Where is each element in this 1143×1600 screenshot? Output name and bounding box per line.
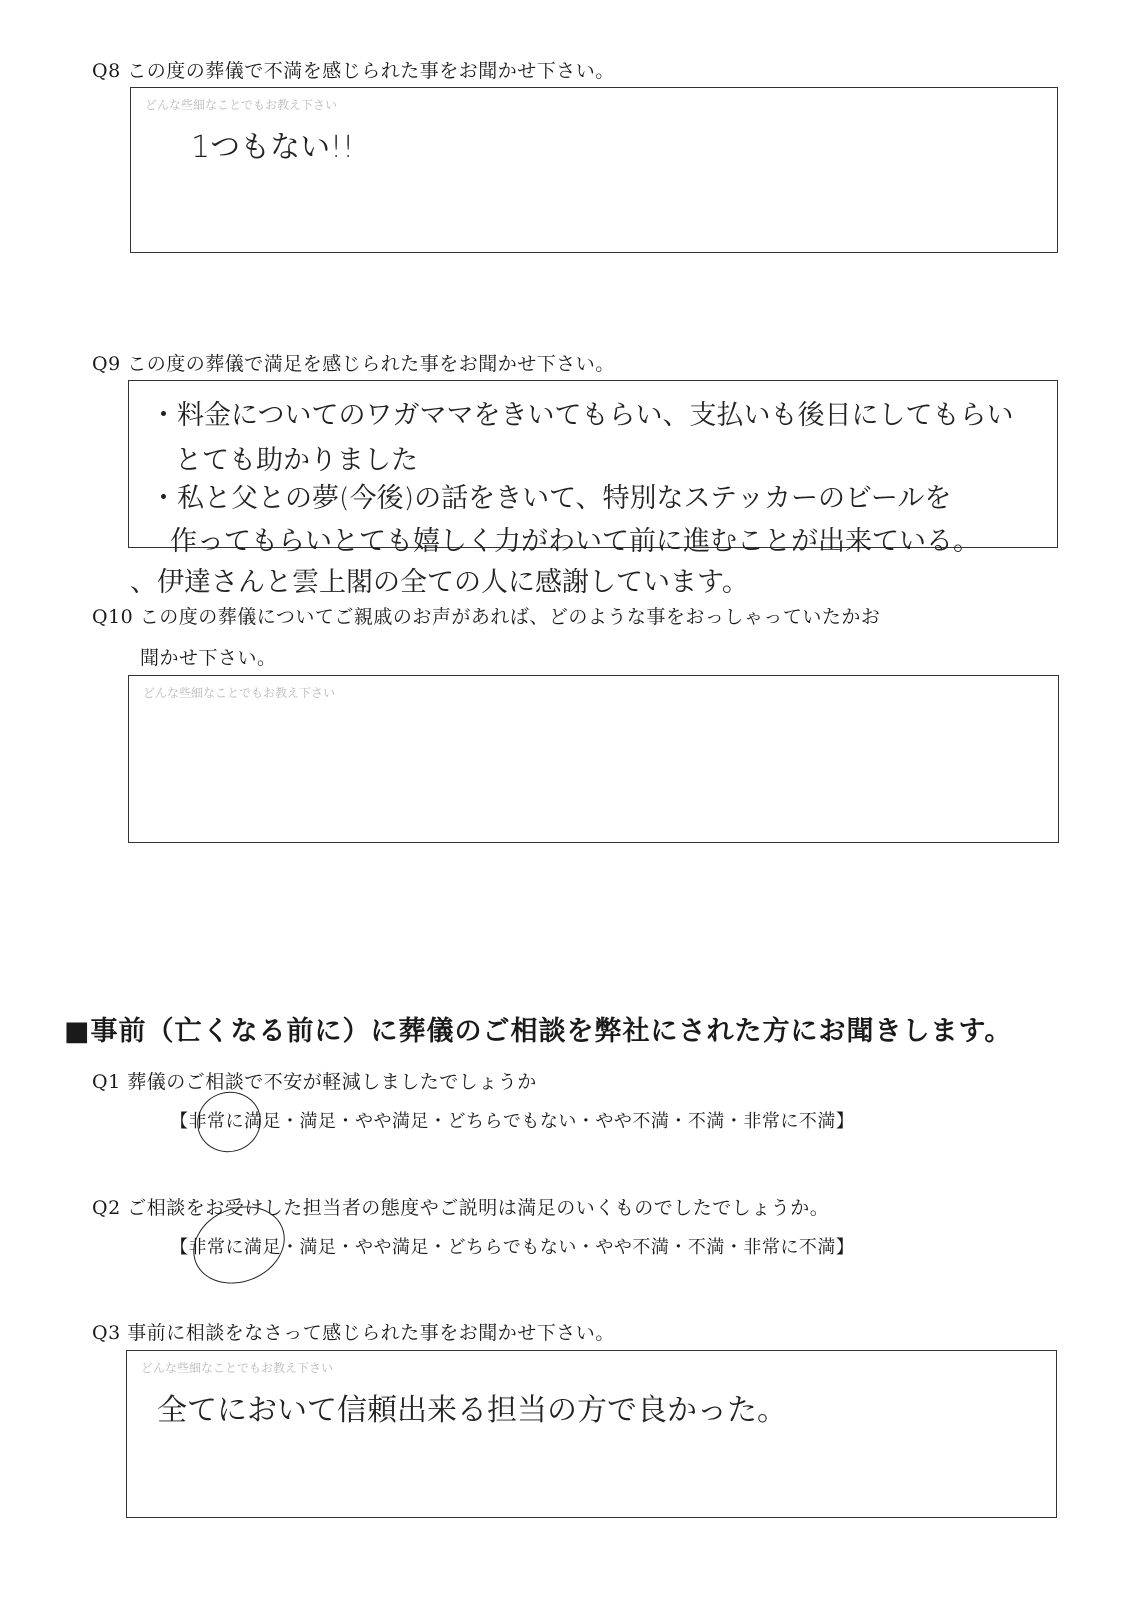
q10-label-line2: 聞かせ下さい。	[140, 647, 277, 669]
q9-answer-line-3: ・私と父との夢(今後)の話をきいて、特別なステッカーのビールを	[150, 483, 952, 514]
q8-hint: どんな些細なことでもお教え下さい	[145, 98, 338, 112]
q9-answer-line-5: 、伊達さんと雲上閣の全ての人に感謝しています。	[130, 567, 749, 598]
q8-label: Q8 この度の葬儀で不満を感じられた事をお聞かせ下さい。	[92, 60, 615, 82]
pre-q3-label: Q3 事前に相談をなさって感じられた事をお聞かせ下さい。	[92, 1322, 615, 1344]
pre-q2-label: Q2 ご相談をお受けした担当者の態度やご説明は満足のいくものでしたでしょうか。	[92, 1197, 830, 1219]
q9-answer-line-2: とても助かりました	[175, 445, 418, 476]
q9-answer-line-4: 作ってもらいとても嬉しく力がわいて前に進むことが出来ている。	[170, 526, 980, 557]
section-title: ■事前（亡くなる前に）に葬儀のご相談を弊社にされた方にお聞きします。	[64, 1016, 1013, 1047]
pre-q2-scale: 【非常に満足・満足・やや満足・どちらでもない・やや不満・不満・非常に不満】	[170, 1237, 855, 1258]
pre-q1-label: Q1 葬儀のご相談で不安が軽減しましたでしょうか	[92, 1071, 537, 1093]
q8-answer-box	[130, 87, 1058, 253]
q8-answer: 1つもない!!	[191, 130, 355, 165]
q10-hint: どんな些細なことでもお教え下さい	[143, 686, 336, 700]
q9-label: Q9 この度の葬儀で満足を感じられた事をお聞かせ下さい。	[92, 353, 615, 375]
pre-q3-answer-box	[126, 1350, 1057, 1518]
pre-q1-scale: 【非常に満足・満足・やや満足・どちらでもない・やや不満・不満・非常に不満】	[170, 1111, 855, 1132]
q10-label-line1: Q10 この度の葬儀についてご親戚のお声があれば、どのような事をおっしゃっていたかお	[92, 606, 881, 628]
q9-answer-line-1: ・料金についてのワガママをきいてもらい、支払いも後日にしてもらい	[150, 400, 1014, 431]
pre-q3-answer: 全てにおいて信頼出来る担当の方で良かった。	[157, 1393, 787, 1428]
pre-q1-selected-circle	[189, 1084, 268, 1161]
pre-q3-hint: どんな些細なことでもお教え下さい	[141, 1361, 334, 1375]
q10-answer-box	[128, 675, 1059, 843]
